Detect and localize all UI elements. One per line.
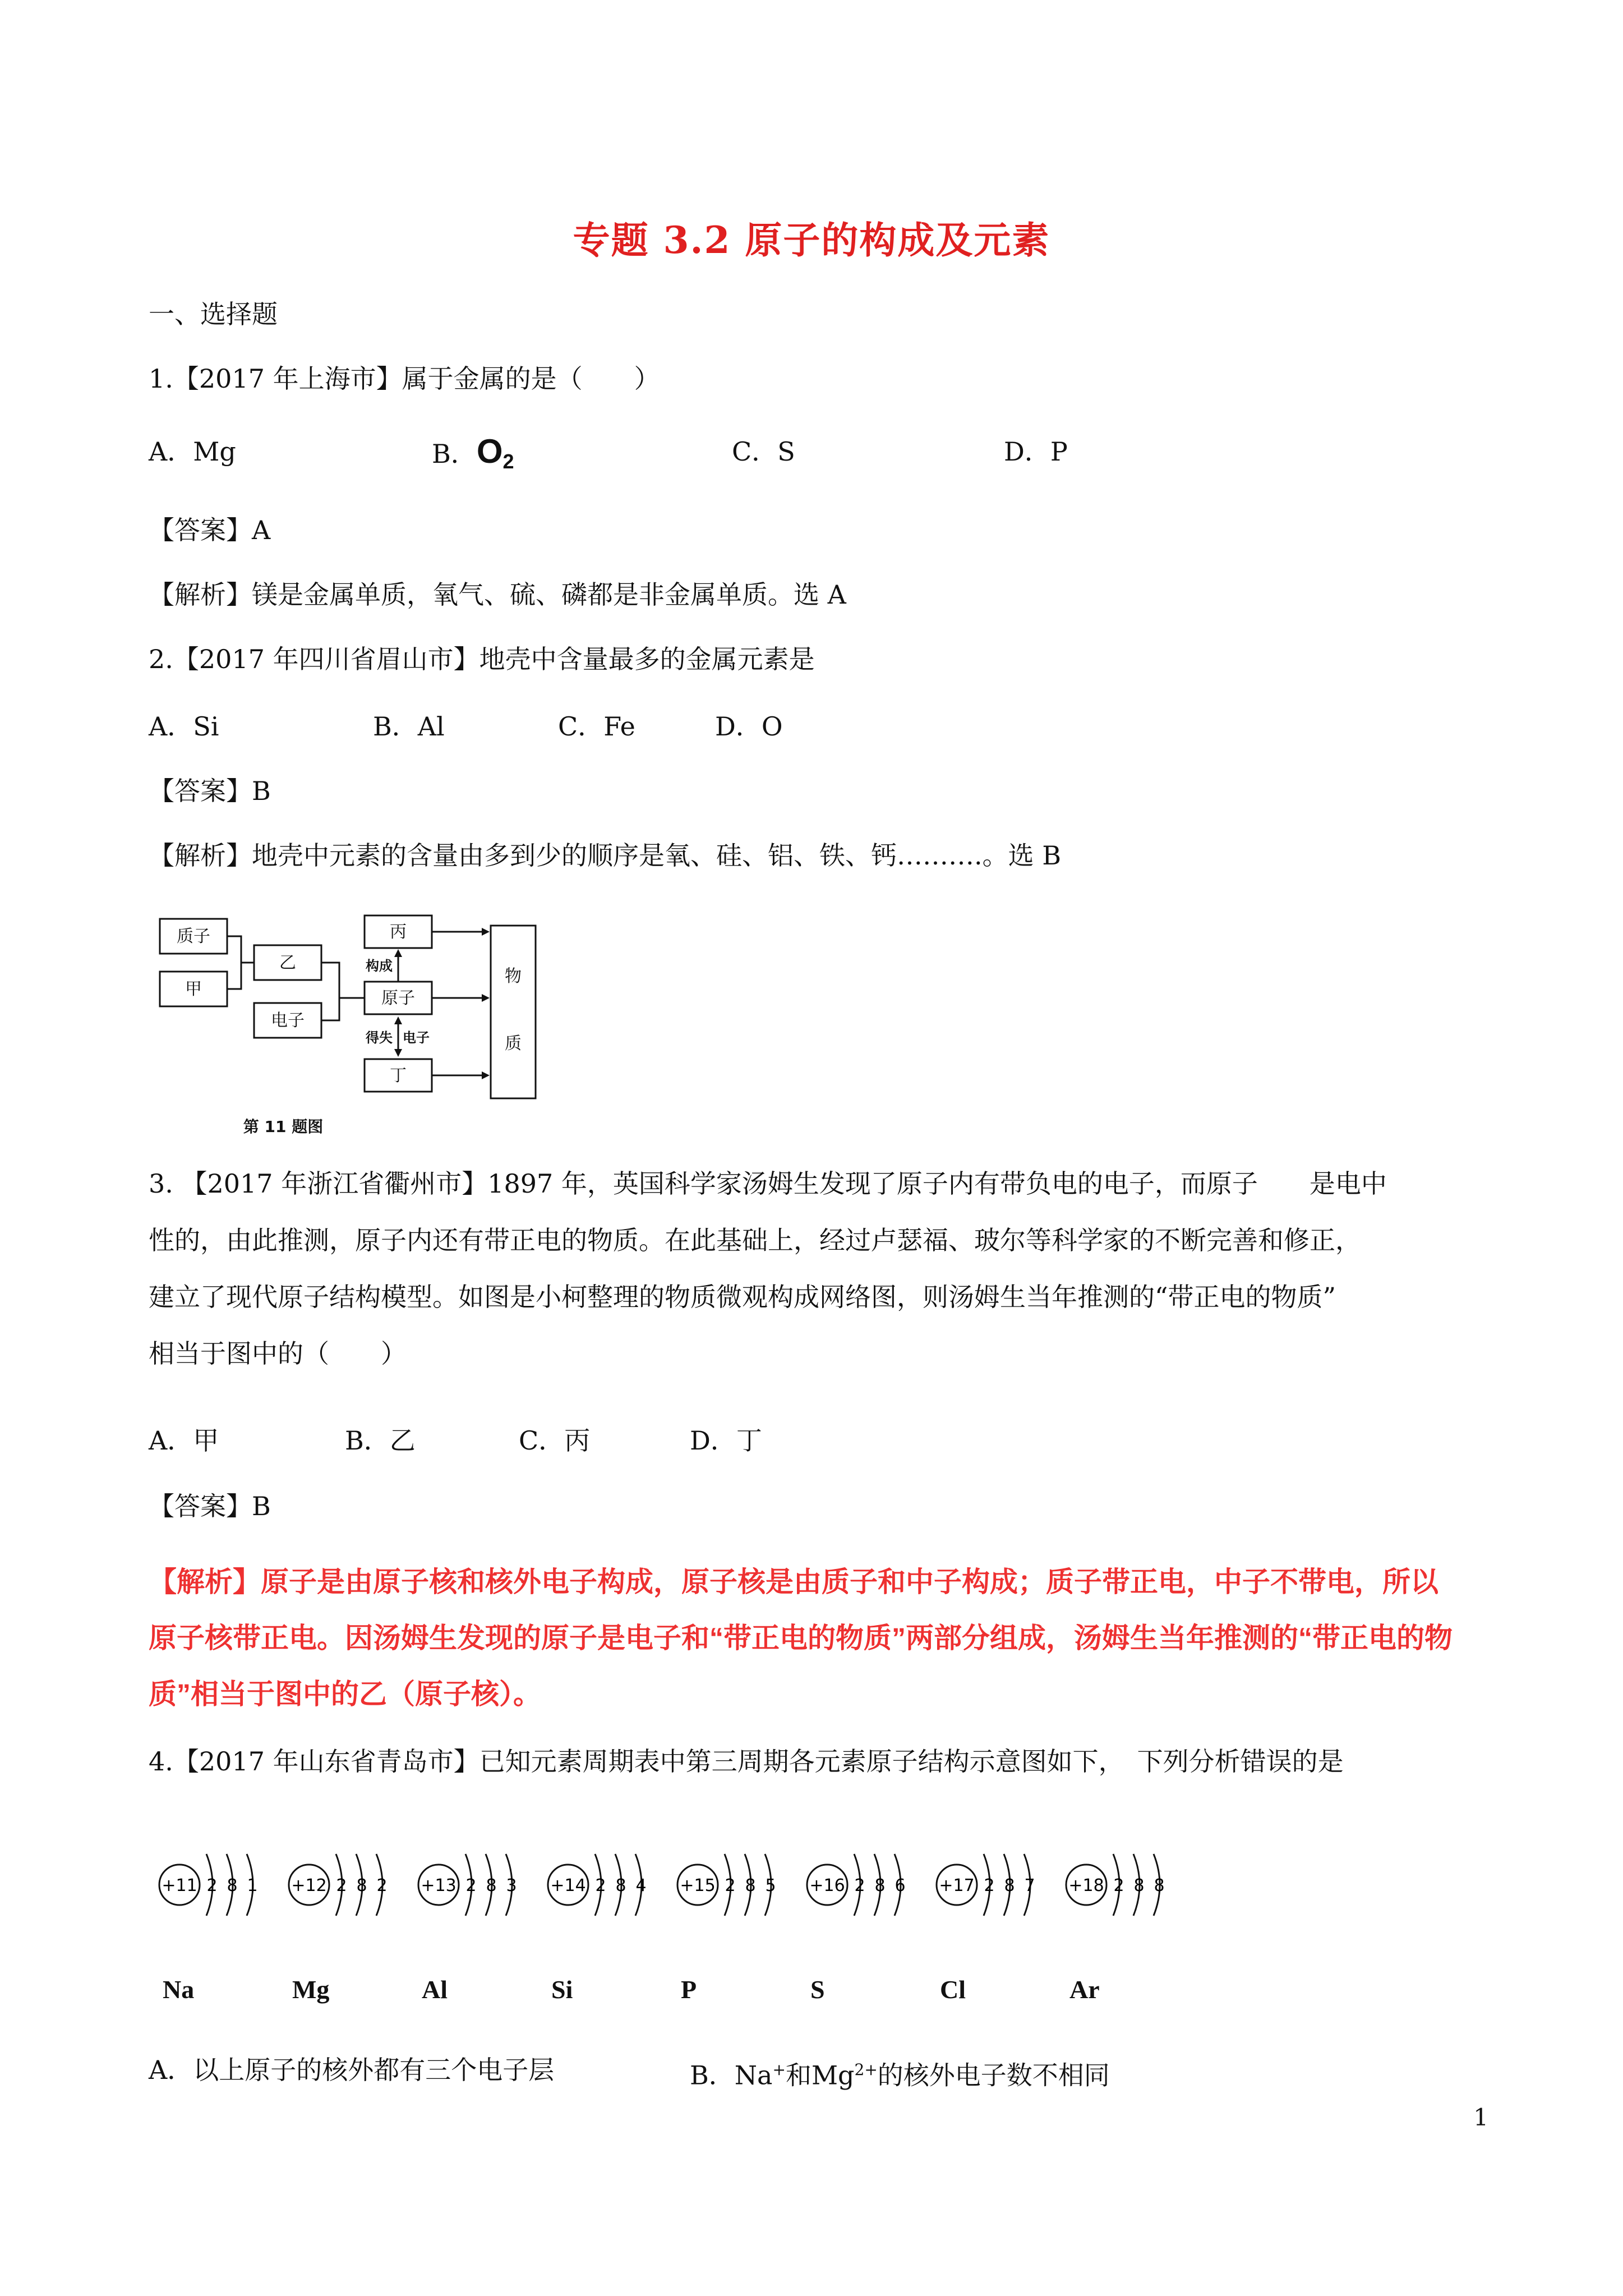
q3-option-d: D．丁: [690, 1425, 762, 1456]
shell-electron-count: 2: [206, 1876, 218, 1895]
q2-option-a: A．Si: [149, 711, 219, 742]
diagram-label-yi: 乙: [279, 953, 296, 973]
atom-diagram: [677, 1854, 776, 1916]
mg-charge: 2+: [854, 2060, 878, 2079]
nucleus-charge: +11: [162, 1876, 197, 1895]
shell-electron-count: 3: [506, 1876, 517, 1895]
diagram-caption: 第 11 题图: [243, 1117, 324, 1136]
diagram-label-atom: 原子: [381, 988, 415, 1008]
diagram-label-electron: 电子: [271, 1011, 305, 1030]
atom-symbol: Na: [163, 1975, 195, 2004]
q1-option-b: [432, 432, 514, 478]
atom-symbol: Al: [422, 1975, 448, 2004]
atom-symbol: P: [681, 1975, 697, 2004]
atom-diagram: [289, 1854, 388, 1916]
q3-analysis: [149, 1554, 1495, 1722]
shell-electron-count: 8: [227, 1876, 238, 1895]
q3-line-4: 相当于图中的（ ）: [149, 1338, 407, 1369]
shell-electron-count: 8: [745, 1876, 756, 1895]
diagram-label-jia: 甲: [185, 979, 202, 999]
atom-diagram: [937, 1854, 1035, 1916]
nucleus-charge: +17: [939, 1876, 975, 1895]
q4-option-b: [690, 2053, 1110, 2092]
shell-electron-count: 6: [895, 1876, 906, 1895]
shell-electron-count: 2: [725, 1876, 736, 1895]
shell-electron-count: 8: [1154, 1876, 1165, 1895]
nucleus-charge: +16: [809, 1876, 845, 1895]
diagram-label-ding: 丁: [390, 1066, 407, 1085]
q3-answer: 【答案】B: [149, 1491, 271, 1521]
q2-option-c: C．Fe: [558, 711, 635, 742]
shell-electron-count: 5: [765, 1876, 776, 1895]
arrow-label-gain-lose: 得失: [366, 1030, 393, 1046]
shell-electron-count: 1: [247, 1876, 258, 1895]
q4-option-a: A．以上原子的核外都有三个电子层: [149, 2055, 555, 2085]
diagram-label-proton: 质子: [177, 927, 210, 946]
atom-symbol: Ar: [1069, 1975, 1100, 2004]
shell-electron-count: 2: [376, 1876, 388, 1895]
atom-symbol: Cl: [940, 1975, 966, 2004]
q2-option-d: D．O: [715, 711, 783, 742]
diagram-label-bing: 丙: [390, 922, 407, 942]
q4-stem: 4.【2017 年山东省青岛市】已知元素周期表中第三周期各元素原子结构示意图如下， 下列分析错误的是: [149, 1746, 1344, 1777]
q3-option-c: C．丙: [519, 1425, 591, 1456]
box-matter: [491, 926, 536, 1098]
shell-electron-count: 8: [1004, 1876, 1015, 1895]
page-number: 1: [1473, 2104, 1488, 2131]
atom-symbol: Mg: [292, 1975, 330, 2004]
section-heading: 一、选择题: [149, 299, 278, 329]
nucleus-charge: +12: [291, 1876, 327, 1895]
shell-electron-count: 8: [874, 1876, 886, 1895]
shell-electron-count: 2: [465, 1876, 477, 1895]
shell-electron-count: 2: [984, 1876, 995, 1895]
atom-symbol: S: [810, 1975, 825, 2004]
q2-option-b: B．Al: [373, 711, 445, 742]
atom-diagram: [807, 1854, 906, 1916]
q1-option-c: C．S: [732, 436, 795, 467]
atom-diagram: [1066, 1854, 1165, 1916]
q3-option-a: A．甲: [149, 1425, 219, 1456]
arrow-label-compose: 构成: [366, 958, 393, 974]
q3-line-1: 3. 【2017 年浙江省衢州市】1897 年，英国科学家汤姆生发现了原子内有带负电的电子，而原子 是电中: [149, 1168, 1387, 1199]
q3-line-2: 性的，由此推测，原子内还有带正电的物质。在此基础上，经过卢瑟福、玻尔等科学家的不断完善和修正，: [149, 1225, 1361, 1255]
q1-option-a: A．Mg: [149, 436, 236, 467]
shell-electron-count: 2: [854, 1876, 865, 1895]
shell-electron-count: 2: [336, 1876, 347, 1895]
nucleus-charge: +13: [421, 1876, 457, 1895]
nucleus-charge: +14: [550, 1876, 586, 1895]
q3-line-3: 建立了现代原子结构模型。如图是小柯整理的物质微观构成网络图，则汤姆生当年推测的“带正电的物质”: [149, 1282, 1336, 1312]
shell-electron-count: 2: [595, 1876, 606, 1895]
q1-analysis: 【解析】镁是金属单质，氧气、硫、磷都是非金属单质。选 A: [149, 579, 846, 610]
q1-answer: 【答案】A: [149, 515, 271, 545]
arrow-label-electron: 电子: [403, 1030, 430, 1046]
na-charge: +: [772, 2060, 786, 2079]
q1-option-d: D．P: [1004, 436, 1068, 467]
q2-analysis: 【解析】地壳中元素的含量由多到少的顺序是氧、硅、铝、铁、钙……….。选 B: [149, 840, 1062, 871]
diagram-label-wu: 物: [505, 967, 522, 986]
atom-diagram: [159, 1854, 258, 1916]
shell-electron-count: 4: [635, 1876, 647, 1895]
q3-option-b: B．乙: [345, 1425, 416, 1456]
atom-symbol: Si: [551, 1975, 573, 2004]
atomic-structure-diagrams: [151, 1840, 1385, 1969]
q4-option-b-post: 的核外电子数不相同: [877, 2060, 1110, 2091]
nucleus-charge: +18: [1068, 1876, 1104, 1895]
q3-analysis-line-1: 【解析】原子是由原子核和核外电子构成，原子核是由质子和中子构成；质子带正电，中子不带电，所以: [149, 1566, 1438, 1598]
shell-electron-count: 8: [486, 1876, 497, 1895]
atom-diagram: [548, 1854, 647, 1916]
q3-analysis-line-3: 质”相当于图中的乙（原子核）。: [149, 1678, 541, 1710]
o2-formula: O: [476, 432, 503, 470]
q1-option-b-label: B．: [432, 439, 477, 469]
atom-diagram: [418, 1854, 517, 1916]
q4-option-b-mid: 和Mg: [785, 2060, 855, 2091]
q3-analysis-line-2: 原子核带正电。因汤姆生发现的原子是电子和“带正电的物质”两部分组成，汤姆生当年推测的“带正电的物: [149, 1622, 1453, 1654]
shell-electron-count: 2: [1113, 1876, 1124, 1895]
matter-composition-diagram: [154, 909, 569, 1144]
q4-option-b-pre: B．Na: [690, 2060, 773, 2091]
shell-electron-count: 8: [615, 1876, 626, 1895]
shell-electron-count: 7: [1024, 1876, 1035, 1895]
page-title: 专题 3.2 原子的构成及元素: [573, 218, 1050, 262]
q2-stem: 2.【2017 年四川省眉山市】地壳中含量最多的金属元素是: [149, 644, 815, 674]
shell-electron-count: 8: [1133, 1876, 1145, 1895]
q2-answer: 【答案】B: [149, 776, 271, 806]
diagram-label-zhi: 质: [505, 1034, 522, 1053]
nucleus-charge: +15: [680, 1876, 716, 1895]
shell-electron-count: 8: [356, 1876, 367, 1895]
o2-subscript: 2: [502, 450, 514, 473]
q1-stem: 1.【2017 年上海市】属于金属的是（ ）: [149, 364, 660, 394]
q3-stem: [149, 1156, 1506, 1382]
